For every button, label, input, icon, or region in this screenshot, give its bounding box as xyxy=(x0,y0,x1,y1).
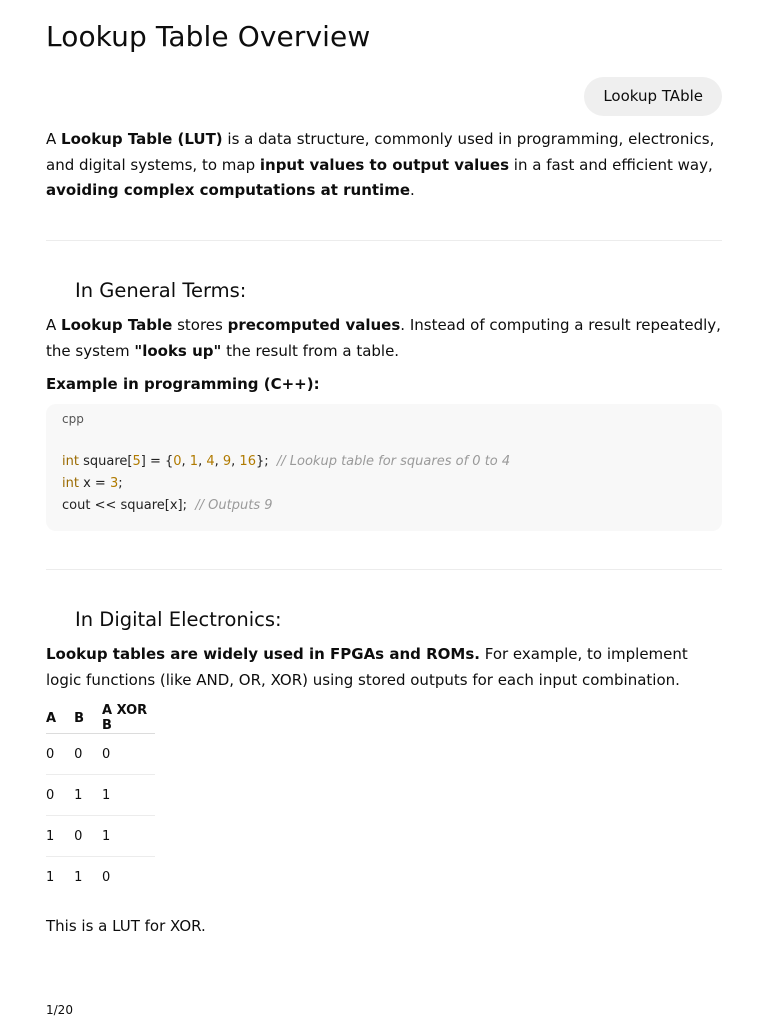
table-cell: 1 xyxy=(102,816,155,857)
intro-text: A xyxy=(46,130,62,148)
table-row xyxy=(46,816,155,857)
digital-bold-phrase: Lookup tables are widely used in FPGAs and ROMs. xyxy=(46,645,480,663)
general-text: . Instead of computing a result repeatedly, the system xyxy=(46,316,721,360)
table-cell: 1 xyxy=(74,775,102,816)
code-keyword: int xyxy=(62,476,79,491)
general-terms-heading: In General Terms: xyxy=(75,279,247,302)
general-text: the result from a table. xyxy=(221,341,400,360)
general-paragraph xyxy=(46,313,722,364)
intro-text: . xyxy=(410,181,415,199)
code-block xyxy=(46,404,722,531)
table-cell: 0 xyxy=(101,869,111,885)
table-cell: 0 xyxy=(46,734,74,775)
digital-paragraph xyxy=(46,642,722,693)
table-row xyxy=(46,857,155,898)
digital-electronics-heading: In Digital Electronics: xyxy=(75,608,282,631)
code-comment: // Lookup table for squares of 0 to 4 xyxy=(276,454,511,469)
code-number: 4 xyxy=(206,454,215,469)
code-number: 3 xyxy=(109,476,119,491)
xor-note: This is a LUT for XOR. xyxy=(46,917,206,935)
page-number: 1/20 xyxy=(46,1003,73,1017)
intro-bold-term: Lookup Table (LUT) xyxy=(61,130,223,148)
section-divider xyxy=(46,569,722,570)
intro-paragraph xyxy=(46,127,722,204)
intro-bold-phrase: avoiding complex computations at runtime xyxy=(46,181,411,199)
code-text: }; xyxy=(255,454,277,469)
table-row xyxy=(46,775,155,816)
intro-text: in a fast and efficient way, xyxy=(509,155,713,174)
code-text: , xyxy=(198,454,207,469)
general-bold-term: Lookup Table xyxy=(61,316,173,334)
code-text: square[ xyxy=(78,454,133,469)
table-cell: 0 xyxy=(74,734,102,775)
code-line-3 xyxy=(62,497,273,515)
table-cell: 0 xyxy=(74,816,102,857)
code-text: cout << square[x]; xyxy=(62,498,196,513)
code-number: 9 xyxy=(222,454,232,469)
code-number: 0 xyxy=(173,454,182,469)
page-title: Lookup Table Overview xyxy=(46,20,371,53)
column-header-a: A xyxy=(46,703,74,734)
general-bold-phrase: precomputed values xyxy=(227,316,401,334)
section-divider xyxy=(46,240,722,241)
lookup-table-chip[interactable]: Lookup TAble xyxy=(584,77,722,116)
code-number: 1 xyxy=(189,454,199,469)
code-text: , xyxy=(231,454,240,469)
code-text: x = xyxy=(78,476,110,491)
column-header-xor: A XOR B xyxy=(102,703,155,734)
table-cell: 0 xyxy=(46,775,74,816)
xor-lookup-table xyxy=(46,703,155,897)
general-bold-phrase: "looks up" xyxy=(134,341,222,360)
code-number: 5 xyxy=(132,454,141,469)
column-header-b: B xyxy=(74,703,102,734)
code-keyword: int xyxy=(62,454,79,469)
code-text: , xyxy=(214,454,223,469)
code-number: 16 xyxy=(239,454,256,469)
table-cell: 1 xyxy=(46,816,74,857)
intro-bold-phrase: input values to output values xyxy=(259,155,510,174)
table-cell: 1 xyxy=(102,775,155,816)
code-language-label: cpp xyxy=(62,412,84,426)
code-text: ] = { xyxy=(140,454,174,469)
table-cell: 1 xyxy=(74,869,83,885)
code-line-2 xyxy=(62,475,123,493)
example-label: Example in programming (C++): xyxy=(46,375,320,393)
intro-text: is a data structure, commonly used in programming, electronics, and digital systems, to map xyxy=(46,130,715,174)
table-header-row xyxy=(46,703,155,734)
digital-text: For example, to implement logic functions (like AND, OR, XOR) using stored outputs for each input combination. xyxy=(46,645,688,689)
code-line-1 xyxy=(62,453,510,471)
code-text: ; xyxy=(118,476,123,491)
table-row xyxy=(46,734,155,775)
general-text: stores xyxy=(172,316,228,334)
table-cell: 0 xyxy=(102,734,155,775)
code-text: , xyxy=(181,454,190,469)
code-comment: // Outputs 9 xyxy=(195,498,273,513)
general-text: A xyxy=(46,316,62,334)
table-cell: 1 xyxy=(46,869,55,885)
